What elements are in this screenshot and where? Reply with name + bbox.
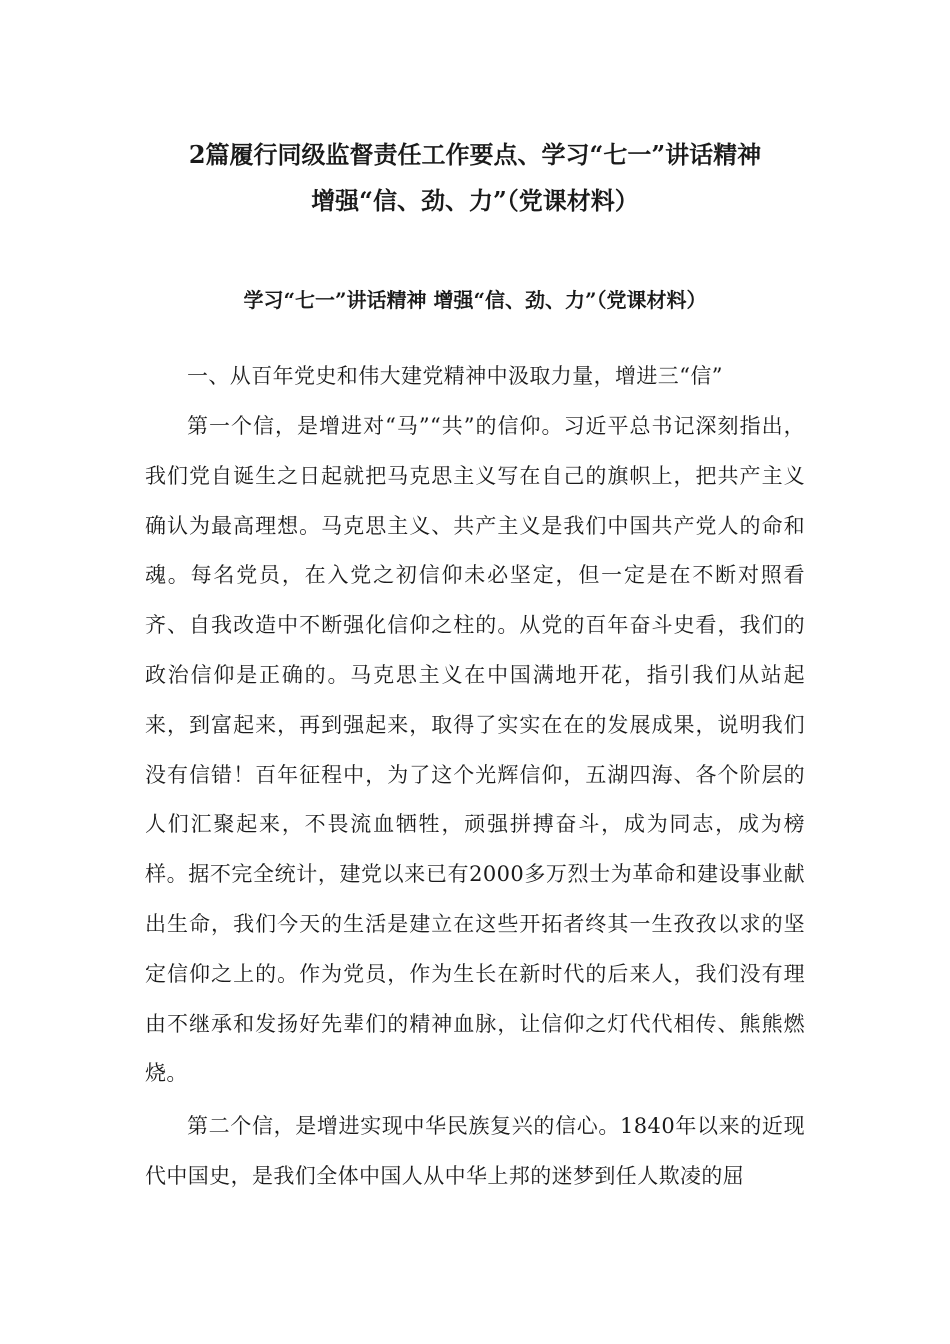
paragraph-second-faith: 第二个信，是增进实现中华民族复兴的信心。1840年以来的近现代中国史，是我们全体中国人从中华上邦的迷梦到任人欺凌的屈 <box>145 1114 805 1188</box>
document-title-line-1: 2篇履行同级监督责任工作要点、学习“七一”讲话精神 <box>188 140 762 169</box>
paragraph-first-faith: 第一个信，是增进对“马”“共”的信仰。习近平总书记深刻指出，我们党自诞生之日起就把马克思主义写在自己的旗帜上，把共产主义确认为最高理想。马克思主义、共产主义是我们中国共产党人的命和魂。每名党员，在入党之初信仰未必坚定，但一定是在不断对照看齐、自我改造中不断强化信仰之柱的。从党的百年奋斗史看，我们的政治信仰是正确的。马克思主义在中国满地开花，指引我们从站起来，到富起来，再到强起来，取得了实实在在的发展成果，说明我们没有信错！百年征程中，为了这个光辉信仰，五湖四海、各个阶层的人们汇聚起来，不畏流血牺牲，顽强拼搏奋斗，成为同志，成为榜样。据不完全统计，建党以来已有2000多万烈士为革命和建设事业献出生命，我们今天的生活是建立在这些开拓者终其一生孜孜以求的坚定信仰之上的。作为党员，作为生长在新时代的后来人，我们没有理由不继承和发扬好先辈们的精神血脉，让信仰之灯代代相传、熊熊燃烧。 <box>145 414 805 1086</box>
document-title-line-2: 增强“信、劲、力”（党课材料） <box>311 186 639 215</box>
section-heading-one: 一、从百年党史和伟大建党精神中汲取力量，增进三“信” <box>187 364 723 388</box>
section-title: 学习“七一”讲话精神 增强“信、劲、力”（党课材料） <box>243 288 707 312</box>
